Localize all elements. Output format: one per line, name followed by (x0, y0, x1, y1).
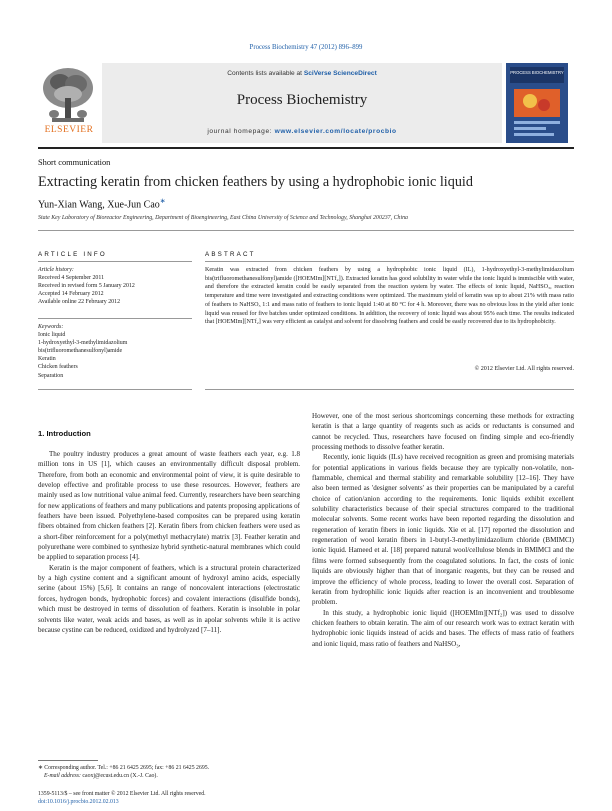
contents-available-line (102, 70, 502, 77)
keyword-item: Chicken feathers (38, 364, 78, 371)
article-history (38, 266, 194, 306)
article-type: Short communication (38, 158, 111, 167)
journal-homepage-line (102, 128, 502, 135)
keyword-item: 1-hydroxyethyl-3-methylimidazolium (38, 340, 128, 347)
cover-title-text: PROCESS BIOCHEMISTRY (510, 70, 564, 75)
keyword-item: Keratin (38, 356, 56, 363)
keyword-item: Separation (38, 372, 64, 379)
affiliation-rule (38, 230, 574, 231)
keywords-rule (38, 389, 192, 390)
history-received: Received 4 September 2011 (38, 275, 105, 282)
homepage-prefix: journal homepage: (207, 128, 275, 135)
bottom-notes (38, 790, 338, 806)
contents-prefix: Contents lists available at (227, 70, 304, 77)
history-label: Article history: (38, 267, 74, 273)
article-info-rule (38, 261, 192, 262)
body-paragraph: The poultry industry produces a great amount of waste feathers each year, e.g. 1.8 million tons in US [1], which causes an environmentally difficult disposal problem. Therefore, from both an economic and environmental point of view, it is quite desirable to develop effective and profitable process to use these resources. However, feathers are mainly used as low nutritional value animal feed. Currently, researchers have been searching for new applications of feathers and many publications and patents proposing applications of feathers have been issued. Polyethylene-based composites can be prepared using keratin fibers obtained from chicken feathers [2]. Keratin fibers from chicken feathers were used as a short-fiber reinforcement for a poly(methyl methacrylate) matrix [3]. Feather keratin and polyurethane were combined to synthesize hybrid synthetic-natural membranes which could be applied to separation process [4]. (38, 450, 300, 562)
email-address-link[interactable]: caoxj@ecust.edu.cn (X.-J. Cao). (80, 773, 158, 780)
sciencedirect-link[interactable]: SciVerse ScienceDirect (303, 70, 377, 77)
header-rule (38, 147, 574, 149)
elsevier-wordmark: ELSEVIER (44, 125, 94, 135)
body-paragraph: Keratin is the major component of feathers, which is a structural protein characterized by a high cystine content and a significant amount of hydroxyl amino acids, especially serine (about 15%) [5,6]. It contains an range of noncovalent interactions (electrostatic forces, hydrogen bonds, hydrophobic forces) and covalent interactions (disulfide bonds), which must be destroyed in terms of dissolution of feathers. Keratin is insoluble in polar solvents like water, weak acids and bases, as well as in apolar solvents while it is active because cystine can be reduced, oxidized and hydrolyzed [7–11]. (38, 563, 300, 634)
keyword-item: bis(trifluoromethanesulfonyl)amide (38, 348, 123, 355)
corresponding-author-footnote (38, 764, 300, 780)
journal-cover-thumbnail[interactable] (506, 63, 568, 143)
footnote-rule (38, 760, 98, 761)
abstract-rule (205, 261, 574, 262)
author-affiliation: State Key Laboratory of Bioreactor Engineering, Department of Bioengineering, East China University of Science and Technology, Shanghai 200237, China (38, 215, 408, 221)
doi-link[interactable]: doi:10.1016/j.procbio.2012.02.013 (38, 799, 119, 805)
abstract-heading: ABSTRACT (205, 251, 256, 258)
history-rule (38, 318, 192, 319)
abstract-bottom-rule (205, 389, 574, 390)
keyword-item: Ionic liquid (38, 332, 66, 339)
email-label: E-mail address: (44, 773, 81, 780)
footnote-contact: Corresponding author. Tel.: +86 21 6425 2695; fax: +86 21 6425 2695. (42, 765, 210, 771)
abstract-copyright: © 2012 Elsevier Ltd. All rights reserved. (474, 366, 574, 372)
corresponding-author-mark[interactable]: ∗ (159, 197, 166, 205)
keywords-block (38, 323, 194, 380)
author-names: Yun-Xian Wang, Xue-Jun Cao (38, 199, 160, 211)
history-online: Available online 22 February 2012 (38, 299, 121, 306)
homepage-link[interactable]: www.elsevier.com/locate/procbio (274, 128, 397, 135)
keywords-label: Keywords: (38, 324, 64, 330)
history-revised: Received in revised form 5 January 2012 (38, 283, 135, 290)
section-heading-introduction: 1. Introduction (38, 429, 91, 438)
abstract-text: Keratin was extracted from chicken feathers by using a hydrophobic ionic liquid (IL), 1-hydroxyethyl-3-methylimidazolium bis(trifluoromethanesulfonyl)amide ([HOEMIm][NTf₂]). Extracted keratin has good solubility in water while the ionic liquid is immiscible with water, and therefore the extracted keratin could be easily separated from the reaction system by water. The effects of ionic liquid, NaHSO₃, reaction temperature and time were investigated and extracting conditions were optimized. The maximum yield of keratin was up to about 21% with mass ratio of feathers to NaHSO₃ 1:1 and mass ratio of feathers to ionic liquid 1:40 at 80 °C for 4 h. Moreover, there was no obvious loss in the yield after ionic liquid was reused for five batches under optimized conditions. In addition, the recovery of ionic liquid was about 95% each time. The results indicated that [HOEMIm][NTf₂] was very efficient as catalyst and solvent for dissolving feathers and could be easily recovered due to its hydrophobicity. (205, 267, 574, 326)
journal-name: Process Biochemistry (236, 92, 368, 108)
body-column-right (312, 411, 574, 649)
history-accepted: Accepted 14 February 2012 (38, 291, 104, 298)
body-column-left (38, 449, 300, 635)
body-paragraph: In this study, a hydrophobic ionic liquid ([HOEMIm][NTf₂]) was used to dissolve chicken feathers to obtain keratin. The aim of our research work was to extract keratin with hydrophobic ionic liquids instead of acids and bases. The effects of mass ratio of feathers and ionic liquid, mass ratio of feathers and NaHSO₃, (312, 608, 574, 648)
paper-title: Extracting keratin from chicken feathers by using a hydrophobic ionic liquid (38, 174, 473, 190)
body-paragraph: Recently, ionic liquids (ILs) have received recognition as green and promising materials for potential applications in various fields because they are typically non-volatile, non-flammable, chemical and thermal stability and remarkable solubility [12–16]. They have also been termed as 'designer solvents' as their properties can be manipulated by a careful choice of cation/anion according to the requirements. Ionic liquids exhibit excellent solubility characteristics because of their special structures compared to the traditional molecular solvents. Some recent works have been reported regarding the dissolution and regeneration of keratin fibers in ionic liquids. Xie et al. [17] reported the dissolution and regeneration of wool keratin fibers in 1-butyl-3-methylimidazolium chloride (BMIMCl) ionic liquid. Hameed et al. [18] prepared natural wool/cellulose blends in BMIMCl and the films were formed subsequently from the coagulated solutions. In fact, the costs of ionic liquids are obviously higher than that of inorganic reagents, but they can be reused and improve the efficiency of whole process, leading to lower the overall cost. Separation of keratin from hydrophilic ionic liquids after reaction is an inconvenient and troublesome problem. (312, 453, 574, 607)
footnote-mark: ∗ (38, 765, 43, 771)
journal-reference[interactable]: Process Biochemistry 47 (2012) 896–899 (249, 44, 363, 51)
elsevier-tree-logo (38, 62, 98, 132)
issn-line: 1359-5113/$ – see front matter © 2012 Elsevier Ltd. All rights reserved. (38, 791, 206, 797)
author-list (38, 197, 166, 210)
body-paragraph: However, one of the most serious shortcomings concerning these methods for extracting keratin is that a large quantity of reagents such as acids or reductants is consumed and cannot be recycled. Thus, researchers have focused on finding simple and eco-friendly processing methods to dissolve feather keratin. (312, 412, 574, 452)
article-info-heading: ARTICLE INFO (38, 251, 107, 258)
